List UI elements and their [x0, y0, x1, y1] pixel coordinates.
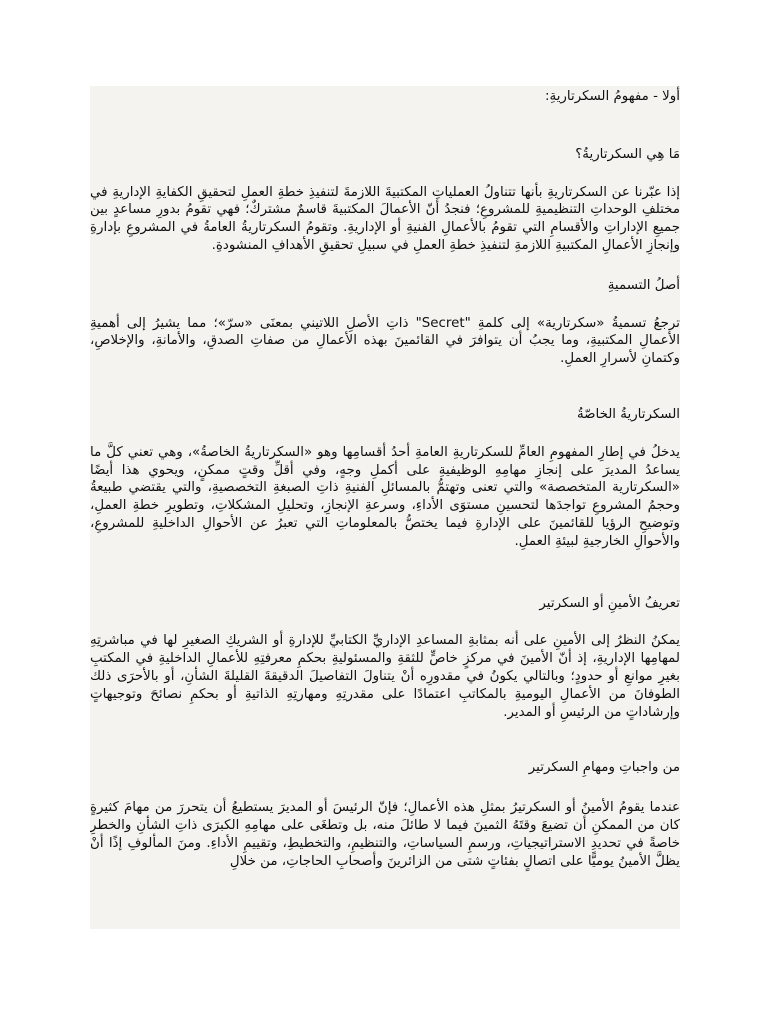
paragraph-private-secretarial: يدخلُ في إطارِ المفهومِ العامِّ للسكرتاريةِ العامةِ أحدُ أقسامِها وهو «السكرتاريةُ الخاصةُ»، وهي تعني كلَّ ما يساعدُ المديرَ على إنجازِ مهامِهِ الوظيفيةِ على أكملِ وجهٍ، وفي أقلِّ وقتٍ ممكنٍ، ويحوي هذا أيضًا «السكرتارية المتخصصة» والتي تعنى وتهتمُّ بالمسائلِ الفنيةِ ذاتِ الصبغةِ التخصصيةِ، والتي يقتضي طبيعةُ وحجمُ المشروعِ تواجدَها لتحسينِ مستوَى الأداءِ، وسرعةِ الإنجازِ، وتحليلِ المشكلاتِ، وتطويرِ خطةِ العملِ، وتوضيحِ الرؤيا للقائمينَ على الإدارةِ فيما يختصُّ بالمعلوماتِ التي تعبرُ عن الأحوالِ الداخليةِ للمشروعِ، والأحوالِ الخارجيةِ لبيئةِ العملِ.: [90, 444, 680, 549]
document-page: [90, 86, 680, 929]
paragraph-naming-origin: ترجعُ تسميةُ «سكرتارية» إلى كلمةِ "Secret" ذاتِ الأصلِ اللاتيني بمعنَى «سرّ»؛ مما يشيرُ إلى أهميةِ الأعمالِ المكتبيةِ، وما يجبُ أن يتوافرَ في القائمينَ بهذه الأعمالِ من صفاتِ الصدقِ، والأمانةِ، والإخلاصِ، وكتمانِ لأسرارِ العملِ.: [90, 315, 680, 367]
paragraph-secretary-definition: يمكنُ النظرُ إلى الأمينِ على أنه بمثابةِ المساعدِ الإداريِّ الكتابيِّ للإدارةِ أو الشريكِ الصغيرِ لها في مباشرتِهِ لمهامِها الإداريةِ، إذ أنّ الأمينَ في مركزٍ خاصٍّ للثقةِ والمسئوليةِ بحكمِ معرفتِهِ للأعمالِ الداخليةِ في المكتبِ بغيرِ موانعِ أو حدودٍ؛ وبالتالي يكونُ في مقدورِه أنْ يتناولَ التفاصيلَ الدقيقةَ القليلةَ الشأنِ، أو بالأحرَى ذلك الطوفانَ من الأعمالِ اليوميةِ بالمكاتبِ اعتمادًا على مقدرتِهِ ومهارتِهِ الذاتيةِ أو بحكمِ نصائحَ وتوجيهاتٍ وإرشاداتٍ من الرئيسِ أو المدير.: [90, 633, 680, 720]
heading-secretary-definition: تعريفُ الأمينِ أو السكرتير: [539, 595, 680, 611]
document-content: [90, 86, 680, 870]
paragraph-definition: إذا عبّرنا عن السكرتاريةِ بأنها تتناولُ العملياتِ المكتبيةَ اللازمةَ لتنفيذِ خطةِ العملِ لتحقيقِ الكفايةِ الإداريةِ في مختلفِ الوحداتِ التنظيميةِ للمشروعِ؛ فنجدُ أنّ الأعمالَ المكتبيةَ قاسمٌ مشتركٌ؛ فهي تقومُ بدورِ مساعدٍ بين جميعِ الإداراتِ والأقسامِ التي تقومُ بالأعمالِ الفنيةِ أو الإداريةِ. وتقومُ السكرتاريةُ العامةُ في المشروعِ بإدارةِ وإنجازِ الأعمالِ المكتبيةِ اللازمةِ لتنفيذِ خطةِ العملِ في سبيلِ تحقيقِ الأهدافِ المنشودةِ.: [90, 184, 680, 253]
section-title-concept: أولا - مفهومُ السكرتاريةِ:: [545, 89, 680, 104]
heading-what-is-secretarial: مَا هِي السكرتاريةُ؟: [575, 146, 680, 162]
paragraph-secretary-duties: عندما يقومُ الأمينُ أو السكرتيرُ بمثلِ هذه الأعمالِ؛ فإنّ الرئيسَ أو المديرَ يستطيعُ أن يتحررَ من مهامَ كثيرةٍ كان من الممكنِ أن تضيعَ وقتَهُ الثمينَ فيما لا طائلَ منه، بل وتطغَى على مهامِهِ الكبرَى ذاتِ الشأنِ والخطرِ خاصةً في تحديدِ الاستراتيجياتِ، ورسمِ السياساتِ، والتنظيمِ، والتخطيطِ، وتقييمِ الأداءِ. ومنَ المألوفِ إذًا أنْ يظلَّ الأمينُ يوميًّا على اتصالٍ بفئاتٍ شتى من الزائرينَ وأصحابِ الحاجاتِ، من خلالِ: [90, 800, 680, 869]
heading-private-secretarial: السكرتاريةُ الخاصّةُ: [576, 406, 680, 422]
heading-naming-origin: أصلُ التسميةِ: [607, 277, 680, 293]
heading-secretary-duties: من واجباتِ ومهامِ السكرتير: [528, 760, 680, 776]
